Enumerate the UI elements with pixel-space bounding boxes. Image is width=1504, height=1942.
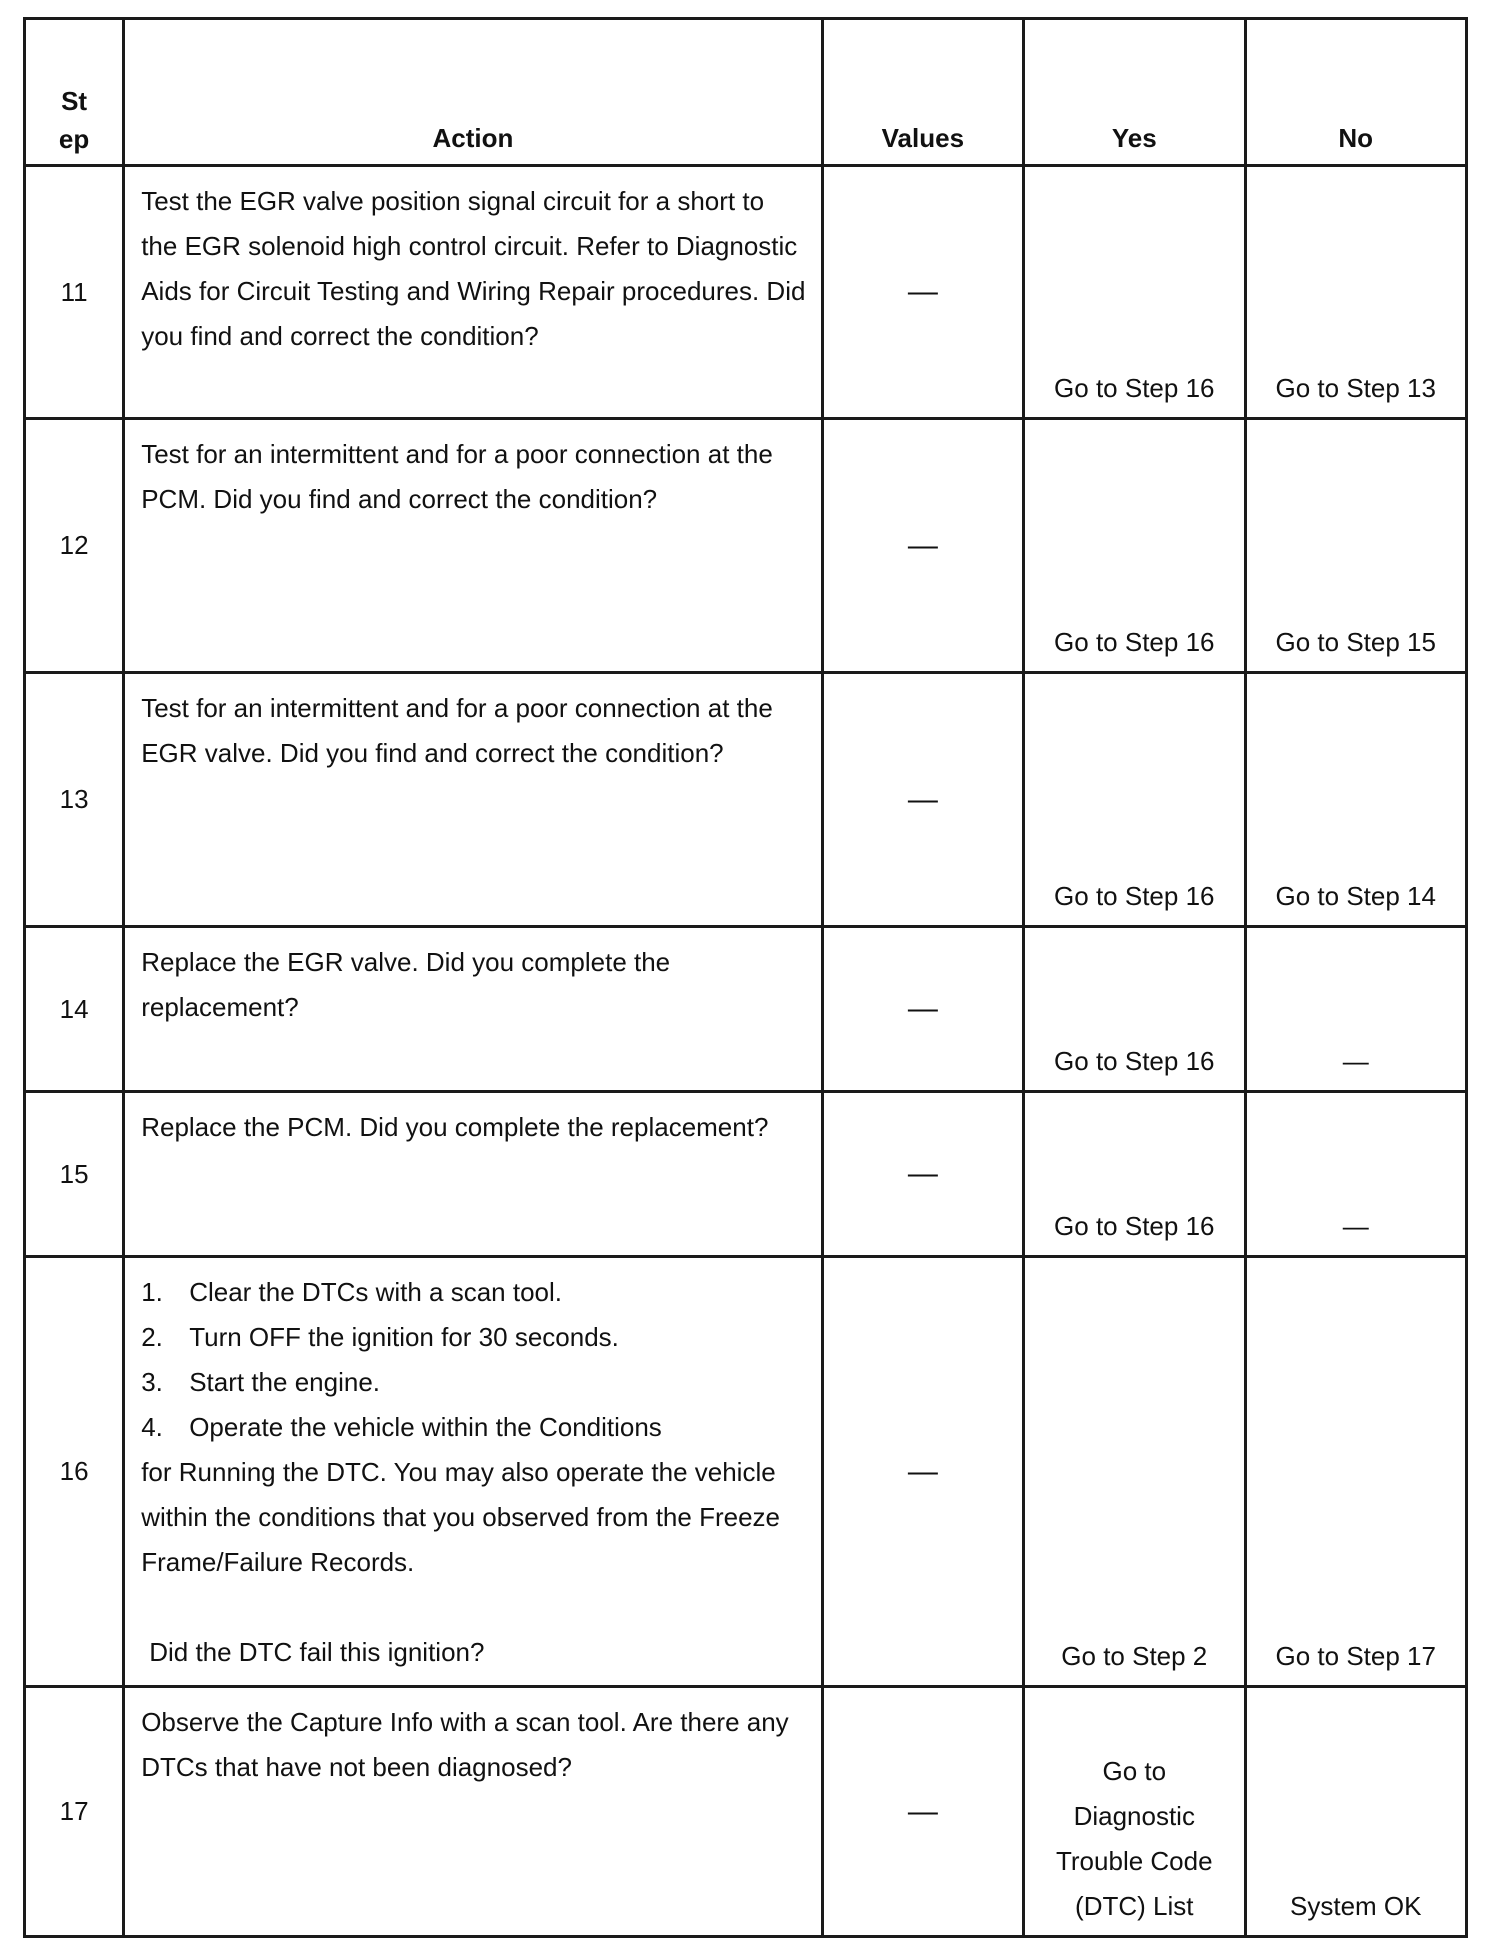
procedure-list (141, 1270, 806, 1450)
no-cell: Go to Step 13 (1245, 166, 1467, 419)
yes-cell: Go to Step 2 (1024, 1257, 1245, 1687)
no-cell: System OK (1245, 1687, 1467, 1937)
values-cell: — (822, 419, 1023, 673)
header-row (25, 19, 1467, 166)
action-cell (124, 1257, 822, 1687)
values-cell: — (822, 166, 1023, 419)
action-continuation: for Running the DTC. You may also operate the vehicle within the conditions that you observed from the Freeze Frame/Failure Records. (141, 1457, 780, 1577)
table-row (25, 419, 1467, 673)
header-values: Values (822, 19, 1023, 166)
list-item: 2. Turn OFF the ignition for 30 seconds. (141, 1322, 619, 1352)
no-cell: Go to Step 17 (1245, 1257, 1467, 1687)
table-row (25, 673, 1467, 927)
action-question: Did the DTC fail this ignition? (149, 1637, 485, 1667)
table-row (25, 166, 1467, 419)
yes-cell: Go to Step 16 (1024, 166, 1245, 419)
step-number: 13 (25, 673, 124, 927)
header-action: Action (124, 19, 822, 166)
action-text: Observe the Capture Info with a scan tool. Are there any DTCs that have not been diagnosed? (124, 1687, 822, 1937)
values-cell: — (822, 1687, 1023, 1937)
yes-cell: Go to Step 16 (1024, 673, 1245, 927)
list-item: 3. Start the engine. (141, 1367, 381, 1397)
table-row (25, 1092, 1467, 1257)
values-cell: — (822, 673, 1023, 927)
header-yes: Yes (1024, 19, 1245, 166)
action-text: Test for an intermittent and for a poor connection at the EGR valve. Did you find and correct the condition? (124, 673, 822, 927)
header-no: No (1245, 19, 1467, 166)
list-item: 4. Operate the vehicle within the Conditions (141, 1412, 662, 1442)
yes-cell: Go to Step 16 (1024, 419, 1245, 673)
values-cell: — (822, 927, 1023, 1092)
values-cell: — (822, 1257, 1023, 1687)
yes-cell: Go to Diagnostic Trouble Code (DTC) List (1024, 1687, 1245, 1937)
list-item: 1. Clear the DTCs with a scan tool. (141, 1277, 563, 1307)
yes-cell: Go to Step 16 (1024, 927, 1245, 1092)
step-number: 11 (25, 166, 124, 419)
action-text: Replace the PCM. Did you complete the replacement? (124, 1092, 822, 1257)
yes-cell: Go to Step 16 (1024, 1092, 1245, 1257)
header-step: St ep (25, 19, 124, 166)
table-row (25, 1687, 1467, 1937)
no-cell: Go to Step 15 (1245, 419, 1467, 673)
step-number: 12 (25, 419, 124, 673)
step-number: 14 (25, 927, 124, 1092)
no-cell: — (1245, 1092, 1467, 1257)
diagnostic-table (23, 17, 1468, 1938)
step-number: 17 (25, 1687, 124, 1937)
values-cell: — (822, 1092, 1023, 1257)
action-text: Test the EGR valve position signal circuit for a short to the EGR solenoid high control circuit. Refer to Diagnostic Aids for Circuit Testing and Wiring Repair procedures. Did you find and correct the condition? (124, 166, 822, 419)
step-number: 16 (25, 1257, 124, 1687)
table-row (25, 1257, 1467, 1687)
no-cell: — (1245, 927, 1467, 1092)
action-text: Replace the EGR valve. Did you complete the replacement? (124, 927, 822, 1092)
table-row (25, 927, 1467, 1092)
action-text: Test for an intermittent and for a poor connection at the PCM. Did you find and correct the condition? (124, 419, 822, 673)
step-number: 15 (25, 1092, 124, 1257)
no-cell: Go to Step 14 (1245, 673, 1467, 927)
